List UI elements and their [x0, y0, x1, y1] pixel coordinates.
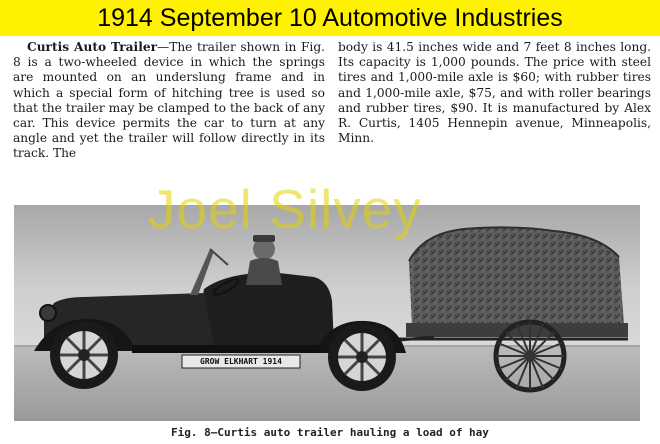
article-heading: Curtis Auto Trailer — [27, 40, 157, 54]
car-front-wheel — [50, 321, 118, 389]
car-rear-wheel — [328, 323, 396, 391]
trailer-wheel — [496, 322, 564, 390]
article-column-right — [338, 40, 651, 146]
page-title: 1914 September 10 Automotive Industries — [97, 3, 563, 32]
hay-load — [409, 227, 624, 327]
figure-caption: Fig. 8—Curtis auto trailer hauling a load of hay — [171, 426, 489, 439]
watermark: Joel Silvey — [148, 178, 422, 240]
article-text-right: body is 41.5 inches wide and 7 feet 8 inches long. Its capacity is 1,000 pounds. The price with steel tires and 1,000-mile axle is $60; with rubber tires and 1,000-mile axle, $75, and with roller bearings and rubber tires, $90. It is manufactured by Alex R. Curtis, 1405 Hennepin avenue, Minneapolis, Minn. — [338, 40, 651, 146]
page-title-banner — [0, 0, 660, 36]
article-column-left — [13, 40, 325, 162]
article-text-left: —The trailer shown in Fig. 8 is a two-wheeled device in which the springs are mounted on an underslung frame and in which a special form of hitching tree is used so that the trailer may be clamped to the back of any car. This device permits the car to turn at any angle and yet the trailer will follow directly in its track. The — [13, 40, 325, 161]
license-plate-text: GROW ELKHART 1914 — [200, 357, 282, 366]
